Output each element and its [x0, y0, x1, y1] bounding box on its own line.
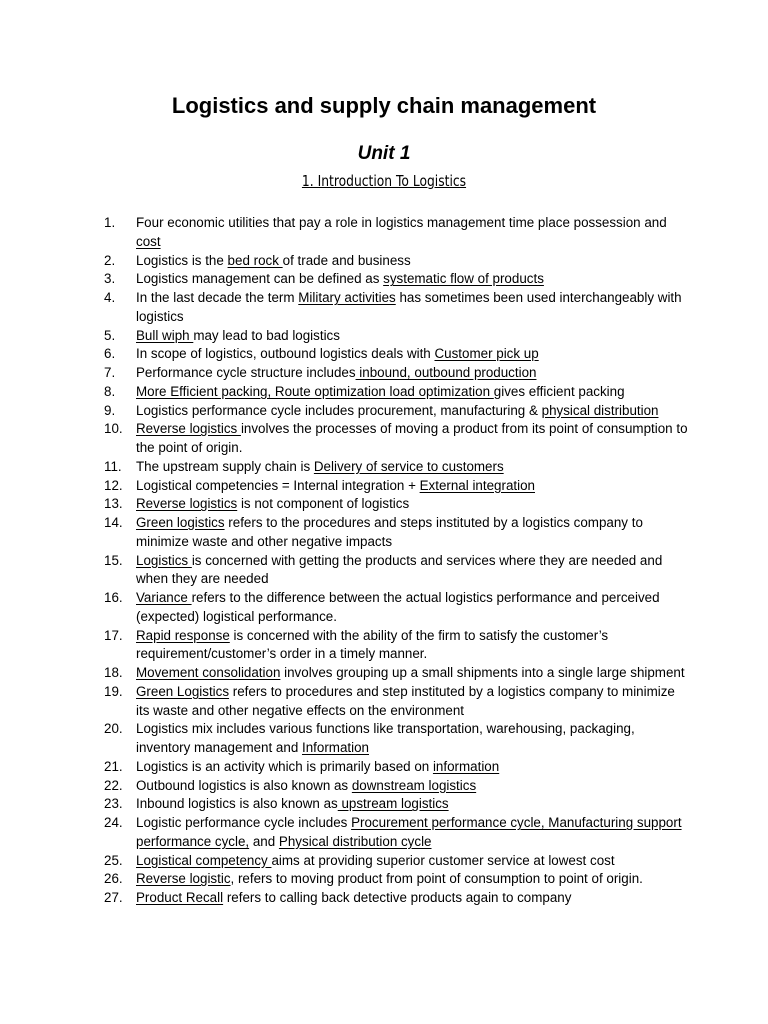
- underlined-answer: upstream logistics: [337, 796, 449, 812]
- underlined-answer: Delivery of service to customers: [313, 458, 504, 474]
- list-item-number: 17.: [104, 627, 123, 643]
- underlined-answer: Reverse logistic: [136, 871, 231, 887]
- list-item: [0, 420, 688, 458]
- list-item-text: Performance cycle structure includes: [136, 365, 356, 380]
- list-item-number: 14.: [104, 515, 123, 530]
- underlined-answer: Logistical competency: [136, 852, 272, 868]
- list-item-number: 12.: [104, 477, 123, 493]
- underlined-answer: inbound, outbound production: [355, 365, 537, 380]
- list-item-text: Logistics is an activity which is primarily based on: [136, 758, 433, 774]
- list-item: [0, 383, 688, 402]
- list-item-number: 3.: [104, 271, 116, 287]
- underlined-answer: Physical distribution cycle: [278, 833, 432, 849]
- list-item-text: is not component of logistics: [237, 496, 410, 512]
- list-item: [0, 495, 688, 514]
- underlined-answer: Procurement performance cycle, Manufacturing support performance cycle,: [136, 815, 682, 849]
- list-item-number: 10.: [104, 421, 123, 437]
- list-item-text: Four economic utilities that pay a role in logistics management time place possession and: [136, 215, 667, 230]
- list-item: [0, 402, 688, 421]
- list-item-text: Logistical competencies = Internal integration +: [136, 477, 420, 493]
- list-item-text: has sometimes been used interchangeably with logistics: [136, 290, 682, 324]
- list-item: [0, 270, 688, 289]
- underlined-answer: Military activities: [298, 290, 396, 305]
- list-item-number: 16.: [104, 590, 123, 605]
- list-item-text: Logistics management can be defined as: [136, 271, 384, 287]
- list-item: [0, 664, 688, 683]
- underlined-answer: External integration: [419, 477, 535, 493]
- underlined-answer: Information: [302, 740, 369, 755]
- list-item: [0, 458, 688, 477]
- list-item-number: 5.: [104, 327, 116, 343]
- underlined-answer: Variance: [136, 590, 192, 605]
- list-item: [0, 627, 688, 665]
- list-item-number: 19.: [104, 683, 123, 699]
- list-item-number: 23.: [104, 796, 123, 812]
- list-item-text: In scope of logistics, outbound logistics deals with: [136, 346, 435, 362]
- list-item: [0, 870, 688, 889]
- list-item-text: refers to procedures and step instituted by a logistics company to minimize its waste and other negative effects on the environment: [136, 683, 675, 718]
- list-item: [0, 589, 688, 627]
- list-item-number: 13.: [104, 496, 123, 512]
- list-item-text: Logistics is the: [136, 252, 228, 268]
- list-item-number: 20.: [104, 721, 123, 737]
- list-item-text: gives efficient packing: [493, 383, 625, 399]
- list-item-number: 18.: [104, 665, 123, 680]
- list-item-text: Logistics performance cycle includes procurement, manufacturing &: [136, 402, 542, 418]
- list-item-text: refers to the difference between the actual logistics performance and perceived (expected) logistical performance.: [136, 590, 660, 624]
- list-item-number: 8.: [104, 383, 116, 399]
- list-item: [0, 364, 688, 383]
- list-item-text: In the last decade the term: [136, 290, 299, 305]
- list-item-number: 2.: [104, 252, 116, 268]
- list-item: [0, 252, 688, 271]
- list-item-text: involves grouping up a small shipments into a single large shipment: [280, 665, 685, 680]
- underlined-answer: Movement consolidation: [136, 665, 281, 680]
- list-item-text: refers to the procedures and steps instituted by a logistics company to minimize waste and other negative impacts: [136, 515, 643, 549]
- list-item-text: of trade and business: [282, 252, 411, 268]
- list-item: [0, 777, 688, 796]
- list-item-number: 21.: [104, 758, 123, 774]
- list-item: [0, 720, 688, 758]
- underlined-answer: Reverse logistics: [136, 421, 241, 437]
- list-item: [0, 758, 688, 777]
- underlined-answer: Rapid response: [136, 627, 230, 643]
- underlined-answer: Customer pick up: [434, 346, 539, 362]
- list-item-number: 4.: [104, 290, 116, 305]
- list-item: [0, 514, 688, 552]
- list-item-number: 15.: [104, 552, 123, 568]
- list-item: [0, 552, 688, 590]
- document-title: Logistics and supply chain management: [171, 93, 597, 118]
- list-item: [0, 795, 688, 814]
- list-item: [0, 683, 688, 721]
- underlined-answer: physical distribution: [541, 402, 659, 418]
- list-item: [0, 477, 688, 496]
- underlined-answer: systematic flow of products: [383, 271, 544, 287]
- list-item: [0, 814, 688, 852]
- list-item: [0, 214, 688, 252]
- underlined-answer: bed rock: [227, 252, 283, 268]
- underlined-answer: Bull wiph: [136, 327, 194, 343]
- list-item-number: 9.: [104, 402, 116, 418]
- unit-heading: Unit 1: [357, 143, 411, 164]
- list-item-number: 25.: [104, 852, 123, 868]
- list-item-number: 22.: [104, 777, 123, 793]
- underlined-answer: information: [432, 758, 500, 774]
- list-item: [0, 889, 688, 908]
- list-item-text: , refers to moving product from point of consumption to point of origin.: [230, 871, 643, 887]
- list-item-text: aims at providing superior customer service at lowest cost: [271, 852, 615, 868]
- list-item-number: 11.: [104, 458, 122, 474]
- underlined-answer: Green Logistics: [136, 683, 230, 699]
- section-heading: 1. Introduction To Logistics: [301, 172, 467, 190]
- underlined-answer: cost: [136, 233, 161, 249]
- list-item-number: 26.: [104, 871, 123, 887]
- list-item-text: is concerned with the ability of the firm to satisfy the customer’s requirement/customer’s order in a timely manner.: [136, 627, 609, 662]
- list-item-text: refers to calling back detective products again to company: [223, 890, 572, 905]
- list-item: [0, 852, 688, 871]
- list-item-number: 27.: [104, 890, 123, 905]
- list-item-text: is concerned with getting the products and services where they are needed and when they are needed: [136, 552, 663, 587]
- underlined-answer: Product Recall: [136, 890, 224, 905]
- list-item-text: Outbound logistics is also known as: [136, 777, 352, 793]
- underlined-answer: Logistics: [136, 552, 192, 568]
- underlined-answer: More Efficient packing, Route optimization load optimization: [136, 383, 494, 399]
- list-item: [0, 327, 688, 346]
- list-item-text: The upstream supply chain is: [136, 458, 314, 474]
- list-item-text: Logistic performance cycle includes: [136, 815, 352, 830]
- list-item-number: 6.: [104, 346, 116, 362]
- list-item: [0, 289, 688, 327]
- list-item-text: involves the processes of moving a product from its point of consumption to the point of origin.: [136, 421, 688, 455]
- list-item-text: Logistics mix includes various functions like transportation, warehousing, packaging, inventory management and: [136, 721, 635, 755]
- list-item-text: and: [249, 833, 279, 849]
- underlined-answer: downstream logistics: [351, 777, 477, 793]
- list-item-number: 1.: [104, 215, 116, 230]
- underlined-answer: Reverse logistics: [136, 496, 238, 512]
- list-item-text: may lead to bad logistics: [193, 327, 340, 343]
- list-item-number: 7.: [104, 365, 116, 380]
- underlined-answer: Green logistics: [136, 515, 225, 530]
- list-item-number: 24.: [104, 815, 123, 830]
- list-item: [0, 345, 688, 364]
- question-list: [0, 214, 768, 908]
- list-item-text: Inbound logistics is also known as: [136, 796, 338, 812]
